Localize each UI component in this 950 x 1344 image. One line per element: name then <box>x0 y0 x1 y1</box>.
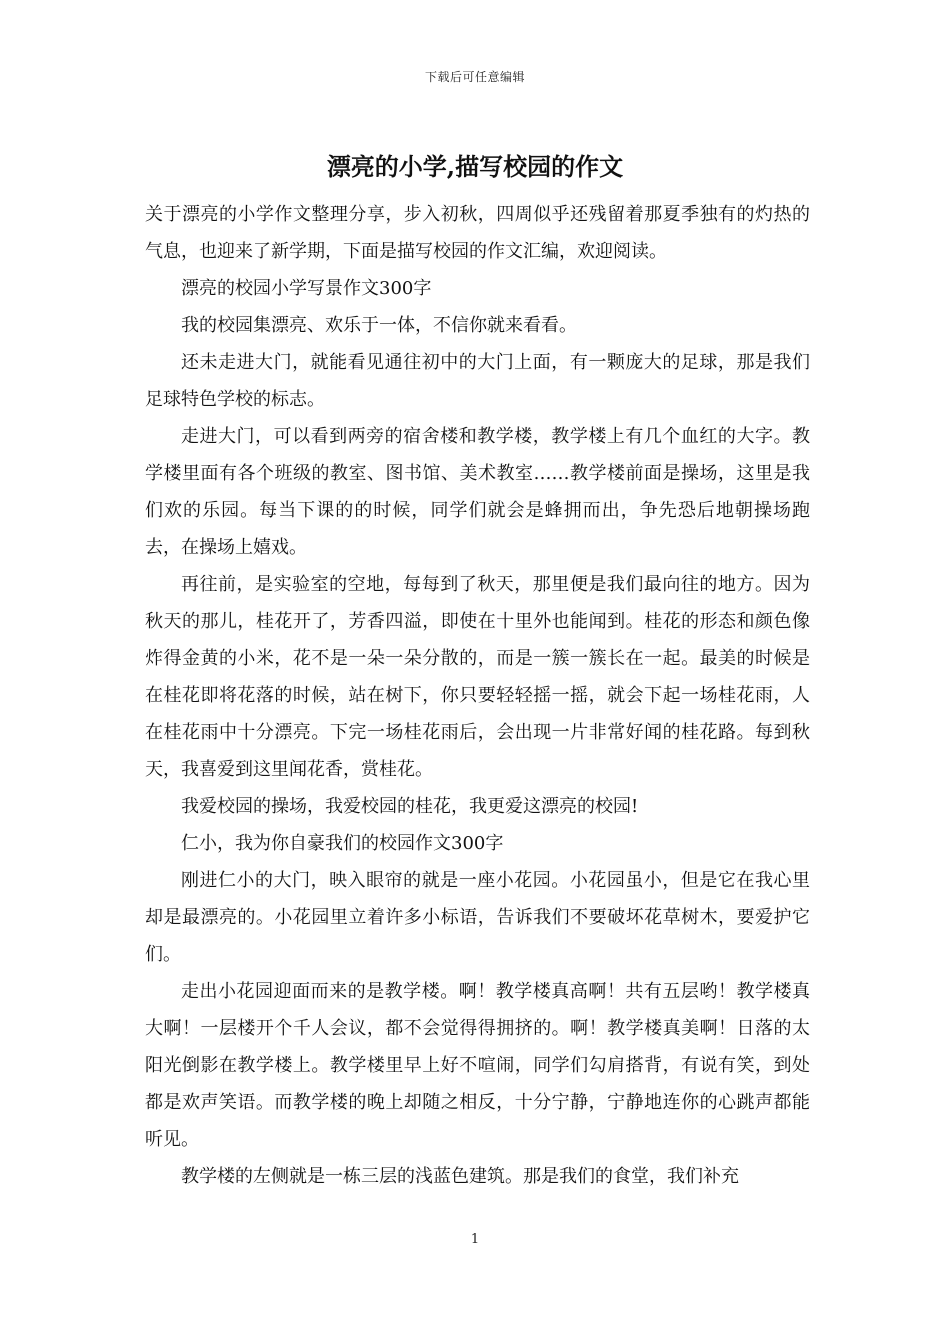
paragraph: 刚进仁小的大门，映入眼帘的就是一座小花园。小花园虽小，但是它在我心里却是最漂亮的。小花园里立着许多小标语，告诉我们不要破坏花草树木，要爱护它们。 <box>145 870 810 965</box>
paragraph: 还未走进大门，就能看见通往初中的大门上面，有一颗庞大的足球，那是我们足球特色学校的标志。 <box>145 352 810 410</box>
header-note: 下载后可任意编辑 <box>424 70 525 84</box>
paragraph: 走进大门，可以看到两旁的宿舍楼和教学楼，教学楼上有几个血红的大字。教学楼里面有各个班级的教室、图书馆、美术教室……教学楼前面是操场，这里是我们欢的乐园。每当下课的的时候，同学们就会是蜂拥而出，争先恐后地朝操场跑去，在操场上嬉戏。 <box>145 426 810 558</box>
section-heading: 漂亮的校园小学写景作文300字 <box>181 278 432 299</box>
section-heading: 仁小，我为你自豪我们的校园作文300字 <box>181 833 504 854</box>
paragraph: 关于漂亮的小学作文整理分享，步入初秋，四周似乎还残留着那夏季独有的灼热的气息，也迎来了新学期，下面是描写校园的作文汇编，欢迎阅读。 <box>145 204 810 262</box>
paragraph: 我的校园集漂亮、欢乐于一体，不信你就来看看。 <box>181 315 577 336</box>
document-body <box>145 196 810 1195</box>
paragraph: 教学楼的左侧就是一栋三层的浅蓝色建筑。那是我们的食堂，我们补充 <box>181 1166 739 1187</box>
paragraph: 再往前，是实验室的空地，每每到了秋天，那里便是我们最向往的地方。因为秋天的那儿，桂花开了，芳香四溢，即使在十里外也能闻到。桂花的形态和颜色像炸得金黄的小米，花不是一朵一朵分散的，而是一簇一簇长在一起。最美的时候是在桂花即将花落的时候，站在树下，你只要轻轻摇一摇，就会下起一场桂花雨，人在桂花雨中十分漂亮。下完一场桂花雨后，会出现一片非常好闻的桂花路。每到秋天，我喜爱到这里闻花香，赏桂花。 <box>145 574 810 780</box>
page-number: 1 <box>470 1232 480 1247</box>
document-title: 漂亮的小学,描写校园的作文 <box>326 152 624 181</box>
paragraph: 走出小花园迎面而来的是教学楼。啊！教学楼真高啊！共有五层哟！教学楼真大啊！一层楼开个千人会议，都不会觉得得拥挤的。啊！教学楼真美啊！日落的太阳光倒影在教学楼上。教学楼里早上好不喧闹，同学们勾肩搭背，有说有笑，到处都是欢声笑语。而教学楼的晚上却随之相反，十分宁静，宁静地连你的心跳声都能听见。 <box>145 981 810 1150</box>
paragraph: 我爱校园的操场，我爱校园的桂花，我更爱这漂亮的校园! <box>181 796 639 817</box>
